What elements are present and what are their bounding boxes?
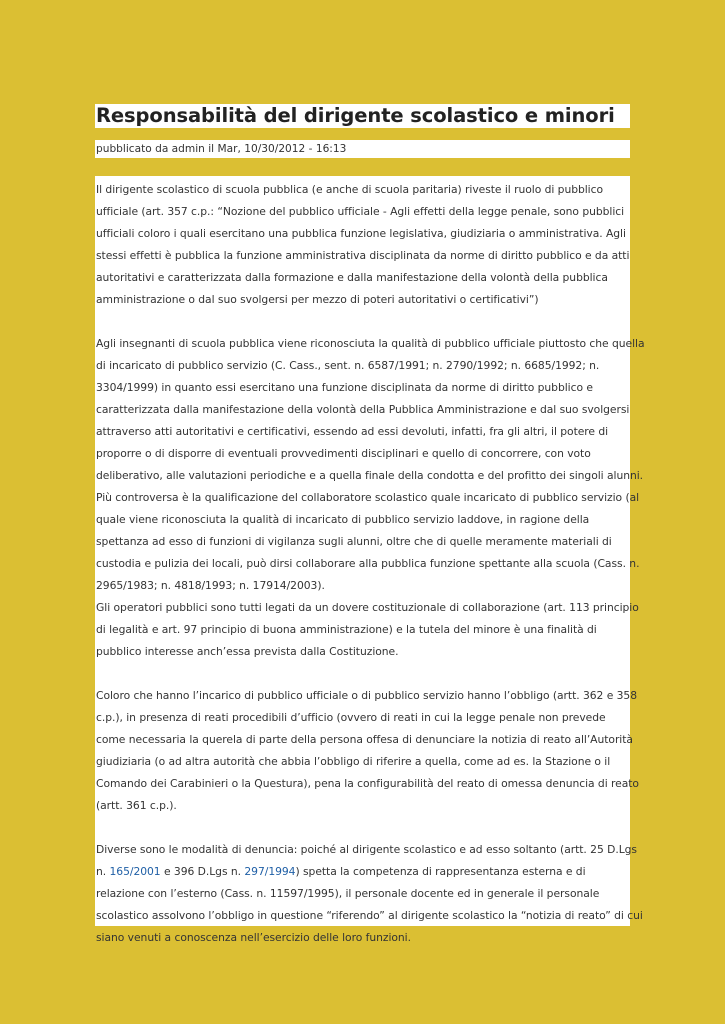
text-line: spettanza ad esso di funzioni di vigilanza sugli alunni, oltre che di quelle meramente materiali di — [96, 535, 612, 548]
text-fragment: n. — [96, 865, 110, 878]
title-box — [95, 104, 630, 128]
text-line: 2965/1983; n. 4818/1993; n. 17914/2003). — [96, 579, 325, 592]
text-line: Agli insegnanti di scuola pubblica viene riconosciuta la qualità di pubblico ufficiale piuttosto che quella — [96, 337, 645, 350]
paragraph-gap — [96, 311, 630, 333]
text-line: giudiziaria (o ad altra autorità che abbia l’obbligo di riferire a quella, come ad es. la Stazione o il — [96, 755, 611, 768]
text-line: proporre o di disporre di eventuali provvedimenti disciplinari e quello di concorrere, con voto — [96, 447, 591, 460]
paragraph-2 — [96, 333, 645, 663]
text-line: stessi effetti è pubblica la funzione amministrativa disciplinata da norme di diritto pubblico e da atti — [96, 249, 630, 262]
text-line: relazione con l’esterno (Cass. n. 11597/1995), il personale docente ed in generale il personale — [96, 887, 600, 900]
text-line: deliberativo, alle valutazioni periodiche e a quella finale della condotta e del profitto dei singoli alunni. — [96, 469, 644, 482]
paragraph-4 — [96, 839, 643, 949]
article-meta: pubblicato da admin il Mar, 10/30/2012 - 16:13 — [96, 143, 347, 155]
text-line: di incaricato di pubblico servizio (C. Cass., sent. n. 6587/1991; n. 2790/1992; n. 6685/1992; n. — [96, 359, 600, 372]
text-line: custodia e pulizia dei locali, può dirsi collaborare alla pubblica funzione spettante alla scuola (Cass. n. — [96, 557, 640, 570]
text-line: Comando dei Carabinieri o la Questura), pena la configurabilità del reato di omessa denuncia di reato — [96, 777, 639, 790]
article-text — [95, 176, 645, 949]
text-fragment: e 396 D.Lgs n. — [160, 865, 245, 878]
text-line: attraverso atti autoritativi e certificativi, essendo ad essi devoluti, infatti, fra gli altri, il potere di — [96, 425, 609, 438]
text-line: scolastico assolvono l’obbligo in questione “riferendo” al dirigente scolastico la “notizia di reato” di cui — [96, 909, 643, 922]
text-line: ufficiale (art. 357 c.p.: “Nozione del pubblico ufficiale - Agli effetti della legge penale, sono pubblici — [96, 205, 625, 218]
text-line: siano venuti a conoscenza nell’esercizio delle loro funzioni. — [96, 931, 411, 944]
text-line: pubblico interesse anch’essa prevista dalla Costituzione. — [96, 645, 399, 658]
text-line: di legalità e art. 97 principio di buona amministrazione) e la tutela del minore è una finalità di — [96, 623, 597, 636]
text-line-with-links — [96, 861, 630, 883]
text-fragment: ) spetta la competenza di rappresentanza esterna e di — [295, 865, 586, 878]
text-line: caratterizzata dalla manifestazione della volontà della Pubblica Amministrazione e dal suo svolgersi — [96, 403, 630, 416]
text-line: autoritativi e caratterizzata dalla formazione e dalla manifestazione della volontà della pubblica — [96, 271, 608, 284]
law-link-165-2001[interactable]: 165/2001 — [109, 865, 161, 878]
text-line: Coloro che hanno l’incarico di pubblico ufficiale o di pubblico servizio hanno l’obbligo (artt. 362 e 358 — [96, 689, 638, 702]
paragraph-gap — [96, 663, 630, 685]
text-line: (artt. 361 c.p.). — [96, 799, 177, 812]
text-line: Diverse sono le modalità di denuncia: poiché al dirigente scolastico e ad esso soltanto (artt. 25 D.Lgs — [96, 843, 637, 856]
law-link-297-1994[interactable]: 297/1994 — [244, 865, 296, 878]
text-line: c.p.), in presenza di reati procedibili d’ufficio (ovvero di reati in cui la legge penale non prevede — [96, 711, 606, 724]
text-line: quale viene riconosciuta la qualità di incaricato di pubblico servizio laddove, in ragione della — [96, 513, 590, 526]
article-title: Responsabilità del dirigente scolastico e minori — [96, 104, 615, 127]
text-line: Gli operatori pubblici sono tutti legati da un dovere costituzionale di collaborazione (art. 113 principio — [96, 601, 639, 614]
article-body — [95, 176, 645, 944]
meta-box — [95, 140, 630, 158]
text-line: ufficiali coloro i quali esercitano una pubblica funzione legislativa, giudiziaria o amministrativa. Agli — [96, 227, 626, 240]
paragraph-1 — [96, 179, 630, 311]
text-line: amministrazione o dal suo svolgersi per mezzo di poteri autoritativi o certificativi”) — [96, 293, 539, 306]
text-line: Il dirigente scolastico di scuola pubblica (e anche di scuola paritaria) riveste il ruolo di pubblico — [96, 183, 604, 196]
text-line: Più controversa è la qualificazione del collaboratore scolastico quale incaricato di pubblico servizio (al — [96, 491, 640, 504]
text-line: come necessaria la querela di parte della persona offesa di denunciare la notizia di reato all’Autorità — [96, 733, 633, 746]
paragraph-gap — [96, 817, 630, 839]
text-line: 3304/1999) in quanto essi esercitano una funzione disciplinata da norme di diritto pubblico e — [96, 381, 593, 394]
paragraph-3 — [96, 685, 639, 817]
